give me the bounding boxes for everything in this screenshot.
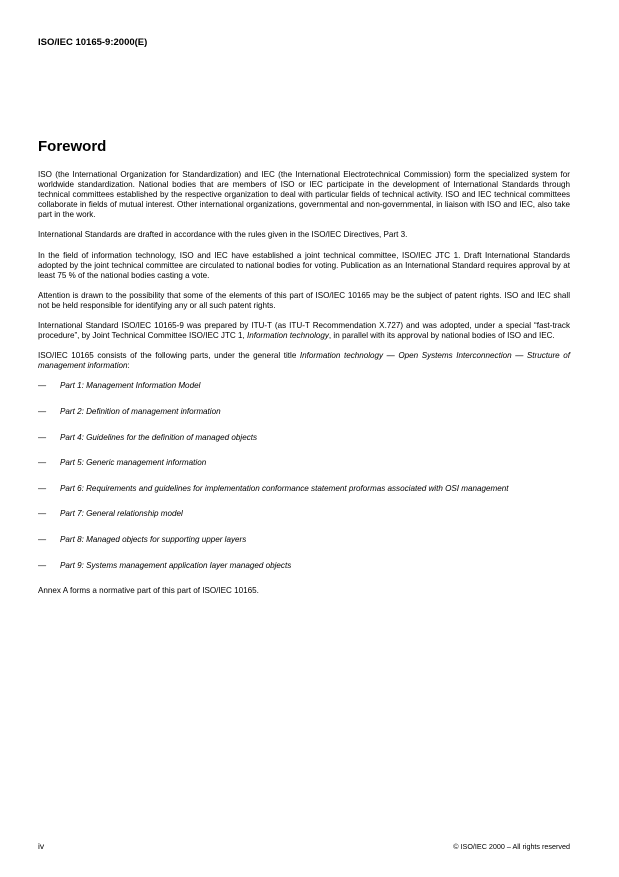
parts-intro-italic: Information technology — Open Systems Interconnection — Structure of management information — [38, 351, 570, 371]
parts-list — [38, 381, 570, 570]
dash-bullet: — — [38, 458, 47, 468]
list-item-text: Part 2: Definition of management information — [60, 407, 221, 416]
document-id: ISO/IEC 10165-9:2000(E) — [38, 37, 148, 48]
paragraph-jtc1: In the field of information technology, ISO and IEC have established a joint technical committee, ISO/IEC JTC 1. Draft International Standards adopted by the joint technical committee are circulated to national bodies for voting. Publication as an International Standard requires approval by at least 75 % of the national bodies casting a vote. — [38, 250, 570, 280]
list-item-text: Part 5: Generic management information — [60, 458, 207, 468]
list-item-text: Part 4: Guidelines for the definition of managed objects — [60, 432, 258, 442]
list-item — [38, 535, 570, 545]
list-item-text: Part 6: Requirements and guidelines for implementation conformance statement proformas associated with OSI management — [60, 483, 509, 493]
list-item-text: Part 1: Management Information Model — [60, 381, 201, 391]
page-title: Foreword — [38, 138, 107, 155]
list-item — [38, 509, 570, 519]
dash-bullet: — — [38, 509, 47, 519]
paragraph-iso-iec: ISO (the International Organization for Standardization) and IEC (the International Electrotechnical Commission) form the specialized system for worldwide standardization. National bodies that are members of ISO or IEC participate in the development of International Standards through technical committees established by the respective organization to deal with particular fields of technical activity. ISO and IEC technical committees collaborate in fields of mutual interest. Other international organizations, governmental and non-governmental, in liaison with ISO and IEC, also take part in the work. — [38, 170, 570, 220]
parts-intro-tail: : — [127, 361, 130, 371]
prepared-by-tail: , in parallel with its approval by national bodies of ISO and IEC. — [328, 331, 555, 341]
dash-bullet: — — [38, 432, 47, 442]
paragraph-prepared-by — [38, 321, 570, 341]
list-item — [38, 407, 570, 417]
list-item — [38, 561, 570, 571]
parts-intro-text: ISO/IEC 10165 consists of the following parts, under the general title — [38, 351, 300, 361]
paragraph-annex: Annex A forms a normative part of this part of ISO/IEC 10165. — [38, 586, 259, 596]
dash-bullet: — — [38, 483, 47, 493]
list-item — [38, 484, 570, 494]
prepared-by-text: International Standard ISO/IEC 10165-9 was prepared by ITU-T (as ITU-T Recommendation X.727) and was adopted, under a special “fast-track procedure”, by Joint Technical Committee ISO/IEC JTC 1, — [38, 321, 570, 341]
dash-bullet: — — [38, 534, 47, 544]
page-number: iv — [38, 841, 45, 851]
list-item — [38, 458, 570, 468]
list-item-text: Part 8: Managed objects for supporting upper layers — [60, 534, 247, 544]
dash-bullet: — — [38, 560, 47, 570]
list-item-text: Part 9: Systems management application layer managed objects — [60, 560, 292, 570]
list-item — [38, 381, 570, 391]
dash-bullet: — — [38, 407, 47, 416]
paragraph-patent: Attention is drawn to the possibility that some of the elements of this part of ISO/IEC 10165 may be the subject of patent rights. ISO and IEC shall not be held responsible for identifying any or all such patent rights. — [38, 290, 570, 310]
paragraph-parts-intro — [38, 351, 570, 371]
list-item-text: Part 7: General relationship model — [60, 509, 183, 519]
prepared-by-italic: Information technology — [247, 331, 329, 341]
list-item — [38, 433, 570, 443]
paragraph-directives: International Standards are drafted in accordance with the rules given in the ISO/IEC Directives, Part 3. — [38, 230, 408, 240]
foreword-body — [38, 170, 570, 606]
copyright-notice: © ISO/IEC 2000 – All rights reserved — [453, 842, 570, 851]
dash-bullet: — — [38, 381, 47, 391]
